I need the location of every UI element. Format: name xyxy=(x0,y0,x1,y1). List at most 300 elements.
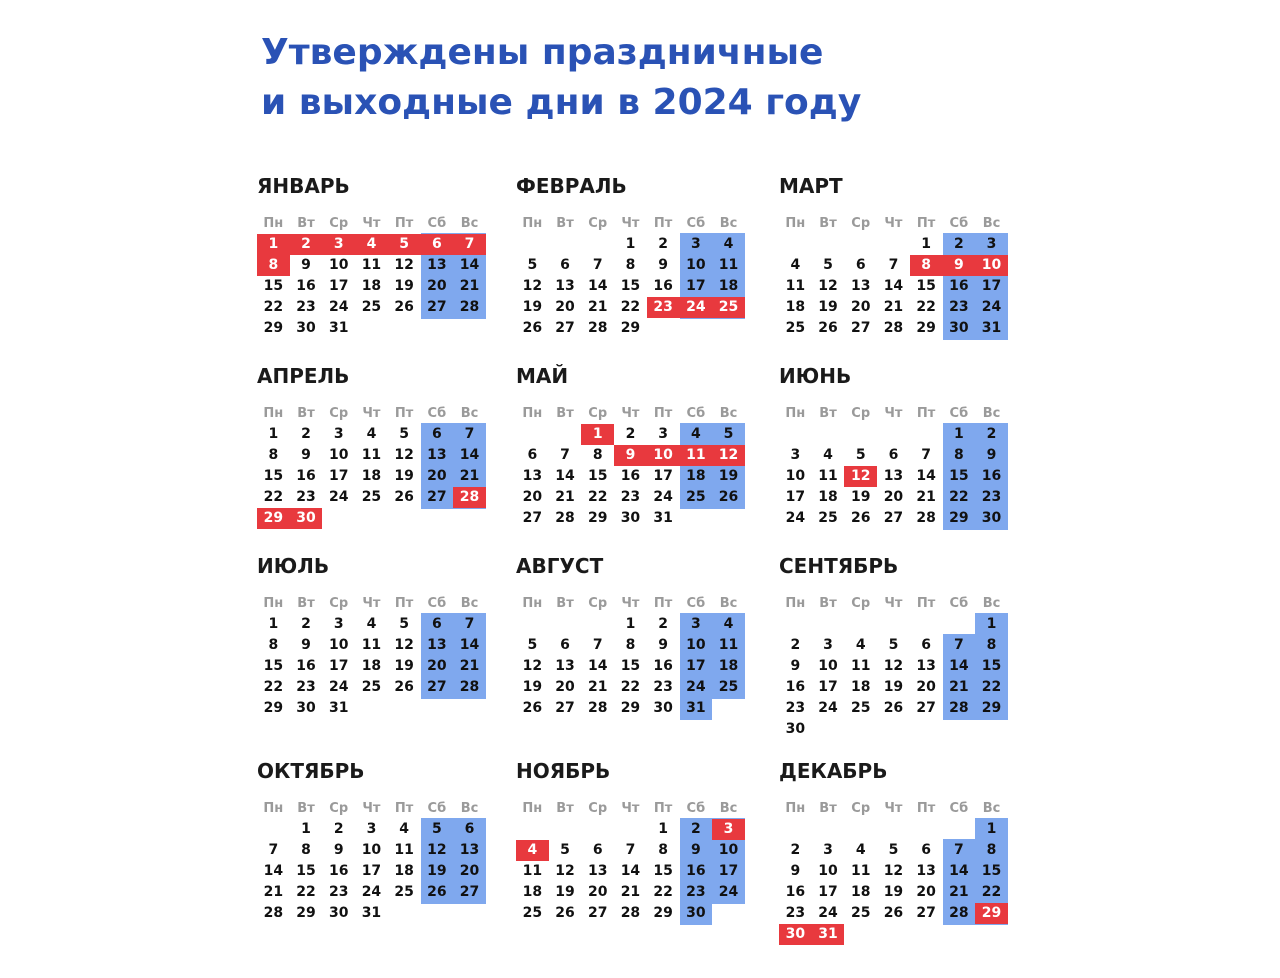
calendar-day: 8 xyxy=(268,447,279,463)
month-block xyxy=(779,759,1019,959)
calendar-day: 26 xyxy=(883,700,904,716)
calendar-day: 6 xyxy=(431,426,442,442)
calendar-day: 10 xyxy=(361,842,382,858)
calendar-day: 1 xyxy=(625,616,636,632)
weekday-header: Чт xyxy=(362,406,381,421)
weekday-header: Ср xyxy=(851,596,871,611)
calendar-day: 9 xyxy=(658,257,669,273)
calendar-day: 21 xyxy=(555,489,575,505)
calendar-day: 15 xyxy=(653,863,673,879)
calendar-day: 3 xyxy=(790,447,801,463)
calendar-day: 6 xyxy=(560,637,570,653)
calendar-day: 24 xyxy=(328,489,349,505)
calendar-day: 8 xyxy=(268,637,279,653)
calendar-day: 1 xyxy=(986,821,997,837)
calendar-day: 26 xyxy=(427,884,447,900)
holiday-day: 1 xyxy=(592,426,603,442)
calendar-day: 10 xyxy=(818,863,838,879)
weekday-header: Вс xyxy=(719,801,738,816)
calendar-day: 16 xyxy=(785,679,806,695)
calendar-day: 15 xyxy=(620,658,641,674)
calendar-day: 9 xyxy=(301,637,311,653)
calendar-day: 29 xyxy=(949,510,969,526)
calendar-day: 26 xyxy=(718,489,739,505)
calendar-day: 6 xyxy=(921,842,932,858)
weekday-header: Вс xyxy=(460,406,479,421)
month-block xyxy=(516,759,756,959)
calendar-day: 27 xyxy=(522,510,543,526)
holiday-day: 24 xyxy=(686,299,706,315)
calendar-day: 28 xyxy=(916,510,936,526)
calendar-day: 9 xyxy=(790,863,801,879)
weekday-header: Сб xyxy=(949,216,969,231)
calendar-day: 18 xyxy=(522,884,543,900)
month-block xyxy=(257,554,497,754)
calendar-day: 16 xyxy=(981,468,1002,484)
holiday-day: 28 xyxy=(459,489,480,505)
calendar-day: 5 xyxy=(399,426,410,442)
holiday-day: 12 xyxy=(850,468,871,484)
calendar-day: 7 xyxy=(464,426,475,442)
weekday-header: Пт xyxy=(916,596,936,611)
weekday-header: Пт xyxy=(394,596,414,611)
calendar-day: 20 xyxy=(850,299,871,315)
calendar-day: 23 xyxy=(686,884,706,900)
calendar-day: 27 xyxy=(555,700,575,716)
weekday-header: Вс xyxy=(719,406,738,421)
calendar-day: 4 xyxy=(366,426,377,442)
calendar-day: 8 xyxy=(953,447,964,463)
calendar-day: 27 xyxy=(850,320,871,336)
calendar-day: 7 xyxy=(625,842,636,858)
calendar-day: 6 xyxy=(431,616,442,632)
weekday-header: Чт xyxy=(621,596,640,611)
calendar-day: 15 xyxy=(949,468,969,484)
calendar-day: 9 xyxy=(301,257,311,273)
calendar-day: 29 xyxy=(263,320,284,336)
weekday-header: Чт xyxy=(362,216,381,231)
month-name: ИЮНЬ xyxy=(779,364,852,388)
calendar-day: 29 xyxy=(620,320,641,336)
calendar-day: 28 xyxy=(555,510,575,526)
calendar-day: 12 xyxy=(427,842,447,858)
calendar-day: 28 xyxy=(459,679,480,695)
weekday-header: Чт xyxy=(884,216,903,231)
weekday-header: Пн xyxy=(522,406,543,421)
calendar-day: 23 xyxy=(785,700,806,716)
calendar-day: 13 xyxy=(587,863,608,879)
calendar-day: 8 xyxy=(625,637,636,653)
month-name: АВГУСТ xyxy=(516,554,604,578)
holiday-day: 8 xyxy=(921,257,932,273)
calendar-day: 28 xyxy=(883,320,904,336)
calendar-day: 30 xyxy=(653,700,673,716)
calendar-day: 20 xyxy=(916,679,936,695)
calendar-day: 6 xyxy=(921,637,932,653)
calendar-day: 23 xyxy=(785,905,806,921)
weekday-header: Ср xyxy=(851,801,871,816)
weekday-header: Вт xyxy=(297,216,315,231)
holiday-day: 5 xyxy=(399,236,410,252)
calendar-day: 17 xyxy=(361,863,382,879)
calendar-day: 4 xyxy=(399,821,410,837)
calendar-day: 13 xyxy=(916,658,936,674)
calendar-day: 12 xyxy=(522,658,543,674)
calendar-day: 18 xyxy=(361,278,382,294)
calendar-day: 15 xyxy=(981,863,1002,879)
calendar-day: 3 xyxy=(333,426,344,442)
weekday-header: Вт xyxy=(297,596,315,611)
weekday-header: Пт xyxy=(653,216,673,231)
calendar-day: 7 xyxy=(953,637,964,653)
calendar-day: 18 xyxy=(850,884,871,900)
holiday-day: 30 xyxy=(785,926,806,942)
calendar-day: 25 xyxy=(361,299,382,315)
calendar-day: 22 xyxy=(263,489,284,505)
calendar-day: 2 xyxy=(658,616,669,632)
calendar-day: 13 xyxy=(555,278,575,294)
weekday-header: Ср xyxy=(588,801,608,816)
month-name: МАЙ xyxy=(516,364,569,388)
calendar-day: 25 xyxy=(850,700,871,716)
calendar-day: 31 xyxy=(686,700,706,716)
calendar-day: 18 xyxy=(361,468,382,484)
calendar-day: 12 xyxy=(394,447,414,463)
calendar-day: 26 xyxy=(818,320,838,336)
calendar-day: 3 xyxy=(823,637,833,653)
calendar-day: 2 xyxy=(790,637,801,653)
calendar-day: 7 xyxy=(888,257,899,273)
month-name: ДЕКАБРЬ xyxy=(779,759,888,783)
calendar-day: 19 xyxy=(818,299,838,315)
calendar-day: 13 xyxy=(883,468,904,484)
calendar-day: 16 xyxy=(328,863,349,879)
calendar-day: 14 xyxy=(883,278,904,294)
calendar-day: 14 xyxy=(459,447,480,463)
calendar-day: 10 xyxy=(818,658,838,674)
weekday-header: Ср xyxy=(329,596,349,611)
weekday-header: Пт xyxy=(394,216,414,231)
weekday-header: Вт xyxy=(297,406,315,421)
calendar-day: 3 xyxy=(690,616,701,632)
calendar-day: 5 xyxy=(431,821,442,837)
calendar-day: 14 xyxy=(263,863,284,879)
calendar-day: 6 xyxy=(855,257,866,273)
calendar-day: 19 xyxy=(883,679,904,695)
calendar-day: 1 xyxy=(658,821,669,837)
month-block xyxy=(516,554,756,754)
calendar-day: 11 xyxy=(850,863,871,879)
calendar-day: 5 xyxy=(855,447,866,463)
calendar-day: 15 xyxy=(587,468,608,484)
calendar-day: 27 xyxy=(427,299,447,315)
weekday-header: Вт xyxy=(819,406,837,421)
calendar-day: 13 xyxy=(916,863,936,879)
calendar-day: 21 xyxy=(459,658,480,674)
weekday-header: Ср xyxy=(588,216,608,231)
calendar-day: 3 xyxy=(658,426,669,442)
holiday-day: 10 xyxy=(653,447,673,463)
calendar-day: 4 xyxy=(690,426,701,442)
weekday-header: Чт xyxy=(884,596,903,611)
calendar-day: 4 xyxy=(790,257,801,273)
calendar-day: 12 xyxy=(394,637,414,653)
calendar-day: 18 xyxy=(361,658,382,674)
calendar-day: 11 xyxy=(785,278,806,294)
calendar-day: 19 xyxy=(394,278,414,294)
calendar-day: 4 xyxy=(823,447,833,463)
calendar-day: 5 xyxy=(723,426,734,442)
calendar-day: 11 xyxy=(718,257,739,273)
weekday-header: Вс xyxy=(982,596,1001,611)
weekday-header: Вс xyxy=(460,596,479,611)
calendar-day: 17 xyxy=(686,278,706,294)
calendar-day: 12 xyxy=(394,257,414,273)
holiday-day: 29 xyxy=(981,905,1002,921)
calendar-day: 26 xyxy=(522,320,543,336)
calendar-day: 14 xyxy=(587,658,608,674)
calendar-day: 28 xyxy=(587,320,608,336)
weekday-header: Вт xyxy=(819,596,837,611)
calendar-day: 19 xyxy=(555,884,575,900)
calendar-day: 10 xyxy=(686,257,706,273)
weekday-header: Сб xyxy=(427,216,447,231)
weekday-header: Вс xyxy=(982,406,1001,421)
calendar-day: 23 xyxy=(981,489,1002,505)
weekday-header: Пн xyxy=(785,801,806,816)
weekday-header: Пн xyxy=(522,801,543,816)
calendar-day: 4 xyxy=(855,637,866,653)
calendar-day: 2 xyxy=(333,821,344,837)
calendar-day: 14 xyxy=(620,863,641,879)
month-block xyxy=(257,759,497,959)
calendar-day: 30 xyxy=(686,905,706,921)
weekday-header: Пн xyxy=(263,406,284,421)
weekday-header: Вт xyxy=(556,216,574,231)
calendar-day: 25 xyxy=(850,905,871,921)
calendar-day: 14 xyxy=(916,468,936,484)
weekday-header: Пн xyxy=(522,216,543,231)
calendar-day: 26 xyxy=(394,489,414,505)
month-name: НОЯБРЬ xyxy=(516,759,611,783)
calendar-day: 20 xyxy=(555,299,575,315)
calendar-day: 18 xyxy=(785,299,806,315)
calendar-day: 19 xyxy=(522,299,543,315)
weekday-header: Чт xyxy=(621,216,640,231)
calendar-day: 5 xyxy=(399,616,410,632)
calendar-day: 9 xyxy=(658,637,669,653)
weekday-header: Чт xyxy=(621,406,640,421)
calendar-day: 17 xyxy=(785,489,806,505)
weekday-header: Сб xyxy=(949,406,969,421)
calendar-day: 11 xyxy=(361,637,382,653)
calendar-day: 8 xyxy=(986,637,997,653)
calendar-day: 28 xyxy=(620,905,641,921)
weekday-header: Вт xyxy=(819,216,837,231)
calendar-day: 15 xyxy=(981,658,1002,674)
weekday-header: Вс xyxy=(460,216,479,231)
calendar-day: 21 xyxy=(459,468,480,484)
calendar-day: 13 xyxy=(459,842,480,858)
title-line-2: и выходные дни в 2024 году xyxy=(261,82,862,123)
calendar-day: 12 xyxy=(555,863,575,879)
weekday-header: Сб xyxy=(949,801,969,816)
calendar-day: 25 xyxy=(394,884,414,900)
weekday-header: Ср xyxy=(588,596,608,611)
calendar-day: 15 xyxy=(263,468,284,484)
weekday-header: Вт xyxy=(556,406,574,421)
calendar-day: 28 xyxy=(263,905,284,921)
calendar-day: 10 xyxy=(718,842,739,858)
holiday-day: 7 xyxy=(464,236,475,252)
calendar-day: 6 xyxy=(560,257,570,273)
calendar-day: 26 xyxy=(883,905,904,921)
holiday-day: 25 xyxy=(718,299,739,315)
calendar-day: 27 xyxy=(427,489,447,505)
calendar-day: 23 xyxy=(296,679,316,695)
calendar-day: 16 xyxy=(653,658,673,674)
calendar-day: 12 xyxy=(818,278,838,294)
calendar-day: 8 xyxy=(625,257,636,273)
calendar-day: 3 xyxy=(690,236,701,252)
calendar-day: 18 xyxy=(718,658,739,674)
weekday-header: Ср xyxy=(851,406,871,421)
calendar-day: 29 xyxy=(981,700,1002,716)
calendar-day: 1 xyxy=(921,236,932,252)
calendar-day: 7 xyxy=(464,616,475,632)
calendar-day: 14 xyxy=(459,637,480,653)
holiday-day: 2 xyxy=(301,236,311,252)
weekday-header: Сб xyxy=(427,801,447,816)
calendar-day: 22 xyxy=(587,489,608,505)
weekday-header: Чт xyxy=(362,596,381,611)
weekday-header: Пт xyxy=(653,801,673,816)
calendar-day: 20 xyxy=(427,658,447,674)
calendar-day: 21 xyxy=(587,299,608,315)
calendar-day: 6 xyxy=(464,821,475,837)
calendar-day: 22 xyxy=(620,679,641,695)
calendar-day: 30 xyxy=(949,320,969,336)
calendar-day: 18 xyxy=(850,679,871,695)
calendar-day: 19 xyxy=(850,489,871,505)
holiday-day: 4 xyxy=(366,236,377,252)
calendar-day: 17 xyxy=(981,278,1002,294)
calendar-day: 21 xyxy=(263,884,284,900)
calendar-day: 27 xyxy=(587,905,608,921)
calendar-day: 24 xyxy=(328,679,349,695)
month-block xyxy=(516,174,756,374)
calendar-day: 9 xyxy=(333,842,344,858)
holiday-day: 4 xyxy=(527,842,538,858)
calendar-day: 4 xyxy=(723,616,734,632)
calendar-day: 2 xyxy=(301,426,311,442)
calendar-day: 2 xyxy=(790,842,801,858)
weekday-header: Вт xyxy=(556,801,574,816)
calendar-day: 25 xyxy=(686,489,706,505)
calendar-day: 11 xyxy=(522,863,543,879)
calendar-day: 5 xyxy=(888,637,899,653)
holiday-day: 8 xyxy=(268,257,279,273)
holiday-day: 12 xyxy=(718,447,739,463)
month-name: МАРТ xyxy=(779,174,843,198)
calendar-day: 10 xyxy=(328,257,349,273)
calendar-day: 11 xyxy=(818,468,838,484)
calendar-day: 15 xyxy=(620,278,641,294)
calendar-day: 22 xyxy=(296,884,316,900)
calendar-day: 9 xyxy=(986,447,997,463)
calendar-day: 23 xyxy=(653,679,673,695)
calendar-day: 2 xyxy=(301,616,311,632)
calendar-day: 15 xyxy=(916,278,936,294)
calendar-day: 14 xyxy=(587,278,608,294)
calendar-day: 30 xyxy=(620,510,641,526)
calendar-day: 23 xyxy=(296,489,316,505)
weekday-header: Ср xyxy=(851,216,871,231)
weekday-header: Сб xyxy=(686,596,706,611)
calendar-day: 17 xyxy=(818,679,838,695)
calendar-day: 7 xyxy=(592,257,603,273)
calendar-day: 22 xyxy=(981,884,1002,900)
calendar-day: 24 xyxy=(785,510,806,526)
calendar-day: 2 xyxy=(625,426,636,442)
calendar-day: 11 xyxy=(394,842,414,858)
calendar-day: 15 xyxy=(263,658,284,674)
weekday-header: Пн xyxy=(263,216,284,231)
calendar-day: 6 xyxy=(888,447,899,463)
calendar-day: 18 xyxy=(818,489,838,505)
calendar-day: 25 xyxy=(361,489,382,505)
calendar-day: 17 xyxy=(328,468,349,484)
calendar-day: 2 xyxy=(986,426,997,442)
weekday-header: Сб xyxy=(949,596,969,611)
calendar-day: 2 xyxy=(953,236,964,252)
calendar-day: 28 xyxy=(459,299,480,315)
calendar-day: 22 xyxy=(916,299,936,315)
calendar-day: 31 xyxy=(328,700,349,716)
weekday-header: Ср xyxy=(329,406,349,421)
calendar-day: 20 xyxy=(555,679,575,695)
calendar-day: 28 xyxy=(949,700,969,716)
calendar-day: 3 xyxy=(333,616,344,632)
calendar-day: 30 xyxy=(296,320,316,336)
calendar-day: 25 xyxy=(522,905,543,921)
calendar-day: 3 xyxy=(986,236,997,252)
calendar-day: 1 xyxy=(268,426,279,442)
holiday-day: 3 xyxy=(723,821,734,837)
calendar-day: 24 xyxy=(686,679,706,695)
calendar-day: 20 xyxy=(587,884,608,900)
calendar-day: 20 xyxy=(883,489,904,505)
weekday-header: Пт xyxy=(916,801,936,816)
calendar-day: 24 xyxy=(361,884,382,900)
calendar-day: 16 xyxy=(653,278,673,294)
calendar-day: 27 xyxy=(916,905,936,921)
calendar-day: 5 xyxy=(888,842,899,858)
calendar-day: 29 xyxy=(296,905,316,921)
calendar-day: 26 xyxy=(850,510,871,526)
calendar-day: 22 xyxy=(263,299,284,315)
month-name: ОКТЯБРЬ xyxy=(257,759,365,783)
calendar-day: 25 xyxy=(818,510,838,526)
calendar-day: 29 xyxy=(263,700,284,716)
calendar-day: 11 xyxy=(718,637,739,653)
calendar-day: 30 xyxy=(981,510,1002,526)
calendar-day: 27 xyxy=(883,510,904,526)
calendar-day: 18 xyxy=(394,863,414,879)
weekday-header: Чт xyxy=(884,801,903,816)
calendar-day: 22 xyxy=(949,489,969,505)
weekday-header: Пт xyxy=(394,406,414,421)
